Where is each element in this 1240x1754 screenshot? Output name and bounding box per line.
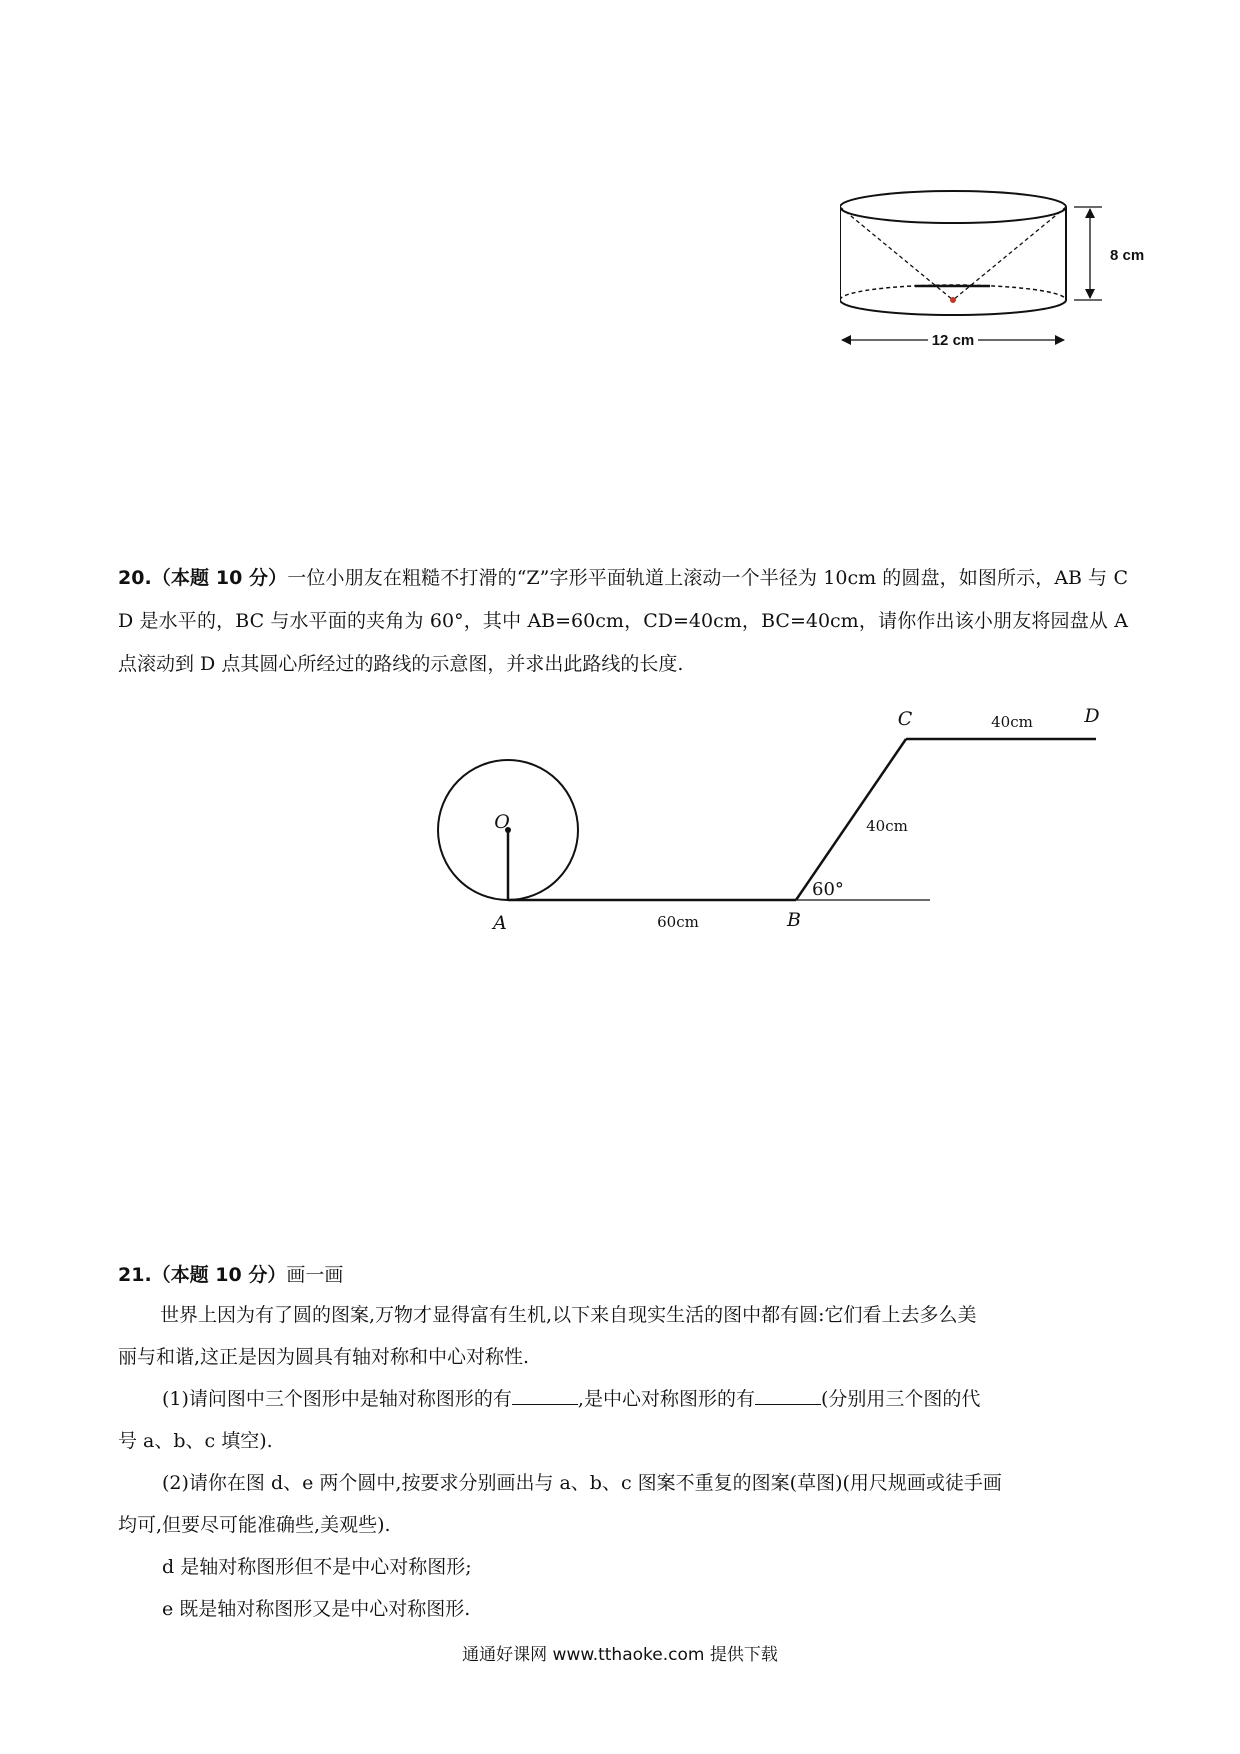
q21-part1-a: (1)请问图中三个图形中是轴对称图形的有	[162, 1388, 512, 1410]
q21-e-requirement: e 既是轴对称图形又是中心对称图形.	[162, 1598, 471, 1620]
q20-number: 20.	[118, 567, 152, 589]
track-figure	[420, 700, 1120, 940]
cylinder-figure	[840, 180, 1160, 360]
q20-text: 一位小朋友在粗糙不打滑的“Z”字形平面轨道上滚动一个半径为 10cm 的圆盘，如图所示，AB 与 C D 是水平的，BC 与水平面的夹角为 60°，其中 AB=60cm，CD=40cm，BC=40cm，请你作出该小朋友将园盘从 A 点滚动到 D 点其圆心所经过的路线的示意图，并求出此路线的长度.	[118, 567, 1128, 675]
width-arrow-left	[841, 335, 851, 345]
central-symmetry-blank[interactable]	[755, 1386, 821, 1405]
point-o-label: O	[494, 811, 510, 833]
cone-apex-dot	[950, 297, 956, 303]
height-label: 8 cm	[1110, 247, 1145, 264]
q21-number: 21.	[118, 1264, 152, 1286]
q21-title: 画一画	[286, 1264, 344, 1286]
point-c-label: C	[897, 708, 913, 730]
cd-length-label: 40cm	[991, 713, 1033, 731]
height-arrow-up	[1085, 208, 1095, 218]
point-b-label: B	[787, 909, 801, 931]
angle-label: 60°	[812, 879, 844, 900]
bc-length-label: 40cm	[866, 817, 908, 835]
height-arrow-down	[1085, 289, 1095, 299]
q21-score-tag: （本题 10 分）	[151, 1264, 287, 1286]
q21-part2-line1: (2)请你在图 d、e 两个圆中,按要求分别画出与 a、b、c 图案不重复的图案(草图)(用尺规画或徒手画	[162, 1472, 1002, 1494]
footer-credit: 通通好课网 www.tthaoke.com 提供下载	[462, 1645, 778, 1665]
q20-score-tag: （本题 10 分）	[151, 567, 288, 589]
q21-part1-line2: 号 a、b、c 填空).	[118, 1430, 273, 1452]
q20-paragraph	[118, 557, 1128, 686]
ab-length-label: 60cm	[657, 913, 699, 931]
q21-part1-b: ,是中心对称图形的有	[577, 1388, 755, 1410]
q21-intro-line2: 丽与和谐,这正是因为圆具有轴对称和中心对称性.	[118, 1346, 530, 1368]
q21-intro-line1: 世界上因为有了圆的图案,万物才显得富有生机,以下来自现实生活的图中都有圆:它们看上去多么美	[160, 1304, 977, 1326]
point-d-label: D	[1084, 705, 1100, 727]
q21-heading	[118, 1260, 343, 1290]
point-a-label: A	[493, 912, 507, 934]
q21-d-requirement: d 是轴对称图形但不是中心对称图形;	[162, 1556, 472, 1578]
q21-part1-line1	[162, 1384, 980, 1414]
cylinder-top-ellipse	[840, 191, 1066, 223]
width-arrow-right	[1055, 335, 1065, 345]
q21-part1-c: (分别用三个图的代	[820, 1388, 981, 1410]
q21-part2-line2: 均可,但要尽可能准确些,美观些).	[118, 1514, 391, 1536]
width-label: 12 cm	[931, 332, 975, 349]
axial-symmetry-blank[interactable]	[512, 1386, 578, 1405]
